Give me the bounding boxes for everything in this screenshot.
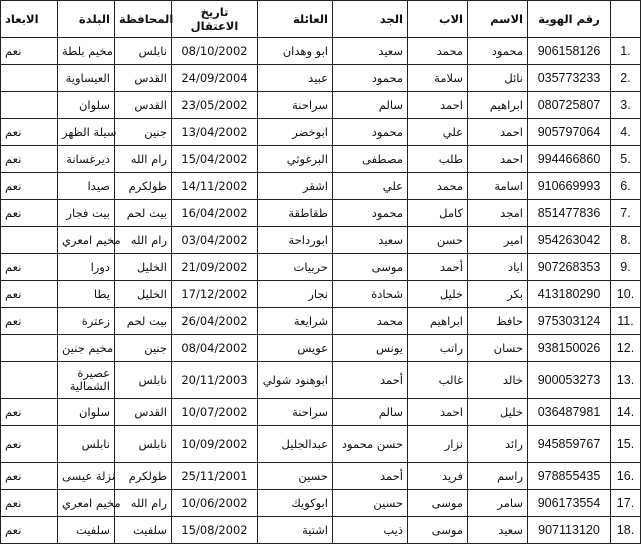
cell-grand: يونس (333, 335, 408, 362)
cell-family: ابوكويك (258, 490, 333, 517)
cell-deport: نعم (1, 463, 58, 490)
cell-name: احمد (468, 146, 528, 173)
cell-town: سلفيت (58, 517, 115, 544)
table-row (1, 362, 641, 399)
cell-deport: نعم (1, 426, 58, 463)
cell-id: 994466860 (528, 146, 611, 173)
cell-date: 10/07/2002 (172, 399, 258, 426)
cell-date: 20/11/2003 (172, 362, 258, 399)
cell-gov: بيت لحم (115, 200, 172, 227)
cell-family: سراحنة (258, 399, 333, 426)
cell-gov: رام الله (115, 490, 172, 517)
header-num (611, 1, 641, 38)
cell-id: 906158126 (528, 38, 611, 65)
cell-num: 17. (611, 490, 641, 517)
cell-deport: نعم (1, 119, 58, 146)
cell-deport: نعم (1, 173, 58, 200)
cell-grand: حسن محمود (333, 426, 408, 463)
cell-id: 080725807 (528, 92, 611, 119)
cell-name: سامر (468, 490, 528, 517)
cell-family: سراحنة (258, 92, 333, 119)
cell-date: 13/04/2002 (172, 119, 258, 146)
cell-num: 1. (611, 38, 641, 65)
cell-name: حسان (468, 335, 528, 362)
cell-name: ابراهيم (468, 92, 528, 119)
cell-father: محمد (408, 38, 468, 65)
cell-town: نزلة عيسى (58, 463, 115, 490)
cell-num: 6. (611, 173, 641, 200)
table-row (1, 254, 641, 281)
cell-grand: أحمد (333, 463, 408, 490)
cell-gov: نابلس (115, 426, 172, 463)
cell-grand: سعيد (333, 227, 408, 254)
cell-date: 17/12/2002 (172, 281, 258, 308)
table-row (1, 426, 641, 463)
cell-date: 14/11/2002 (172, 173, 258, 200)
cell-deport: نعم (1, 254, 58, 281)
cell-town: مخيم بلطة (58, 38, 115, 65)
cell-town: مخيم امعري (58, 227, 115, 254)
header-row (1, 1, 641, 38)
cell-num: 13. (611, 362, 641, 399)
cell-town: يطا (58, 281, 115, 308)
cell-name: خالد (468, 362, 528, 399)
cell-id: 945859767 (528, 426, 611, 463)
cell-family: اشقر (258, 173, 333, 200)
cell-num: 7. (611, 200, 641, 227)
cell-id: 907268353 (528, 254, 611, 281)
cell-grand: سالم (333, 399, 408, 426)
cell-family: طقاطقة (258, 200, 333, 227)
cell-date: 25/11/2001 (172, 463, 258, 490)
cell-name: نائل (468, 65, 528, 92)
cell-name: اياد (468, 254, 528, 281)
cell-grand: محمد (333, 308, 408, 335)
cell-town: نابلس (58, 426, 115, 463)
cell-family: شرايعة (258, 308, 333, 335)
cell-deport (1, 92, 58, 119)
cell-gov: طولكرم (115, 173, 172, 200)
cell-family: حسين (258, 463, 333, 490)
table-row (1, 490, 641, 517)
cell-id: 906173554 (528, 490, 611, 517)
cell-grand: علي (333, 173, 408, 200)
cell-father: محمد (408, 173, 468, 200)
cell-id: 975303124 (528, 308, 611, 335)
cell-father: ابراهيم (408, 308, 468, 335)
table-row (1, 281, 641, 308)
cell-name: خليل (468, 399, 528, 426)
cell-id: 851477836 (528, 200, 611, 227)
cell-grand: أحمد (333, 362, 408, 399)
cell-gov: نابلس (115, 362, 172, 399)
cell-id: 978855435 (528, 463, 611, 490)
header-date: تاريخ الاعتقال (172, 1, 258, 38)
cell-name: راسم (468, 463, 528, 490)
cell-gov: القدس (115, 92, 172, 119)
cell-town: مخيم امعري (58, 490, 115, 517)
cell-num: 9. (611, 254, 641, 281)
cell-father: حسن (408, 227, 468, 254)
cell-date: 15/08/2002 (172, 517, 258, 544)
cell-num: 15. (611, 426, 641, 463)
cell-id: 910669993 (528, 173, 611, 200)
cell-deport: نعم (1, 146, 58, 173)
cell-family: ابورداحة (258, 227, 333, 254)
cell-family: عبيد (258, 65, 333, 92)
cell-id: 413180290 (528, 281, 611, 308)
header-name: الاسم (468, 1, 528, 38)
header-family: العائلة (258, 1, 333, 38)
table-row (1, 65, 641, 92)
cell-family: حربيات (258, 254, 333, 281)
cell-gov: رام الله (115, 227, 172, 254)
cell-name: امجد (468, 200, 528, 227)
cell-father: احمد (408, 92, 468, 119)
cell-num: 10. (611, 281, 641, 308)
cell-gov: سلفيت (115, 517, 172, 544)
cell-deport (1, 335, 58, 362)
header-father: الاب (408, 1, 468, 38)
cell-grand: حسين (333, 490, 408, 517)
cell-family: عويس (258, 335, 333, 362)
cell-deport (1, 227, 58, 254)
cell-num: 18. (611, 517, 641, 544)
cell-father: راتب (408, 335, 468, 362)
cell-gov: القدس (115, 65, 172, 92)
cell-family: ابو وهدان (258, 38, 333, 65)
cell-grand: موسى (333, 254, 408, 281)
cell-num: 11. (611, 308, 641, 335)
cell-gov: نابلس (115, 38, 172, 65)
cell-deport (1, 65, 58, 92)
cell-gov: طولكرم (115, 463, 172, 490)
cell-gov: جنين (115, 119, 172, 146)
cell-grand: شحادة (333, 281, 408, 308)
table-row (1, 119, 641, 146)
cell-town: سلوان (58, 399, 115, 426)
table-row (1, 517, 641, 544)
table-row (1, 38, 641, 65)
cell-grand: سعيد (333, 38, 408, 65)
cell-father: أحمد (408, 254, 468, 281)
cell-grand: محمود (333, 200, 408, 227)
cell-deport: نعم (1, 490, 58, 517)
cell-date: 21/09/2002 (172, 254, 258, 281)
cell-grand: محمود (333, 65, 408, 92)
cell-num: 8. (611, 227, 641, 254)
header-grand: الجد (333, 1, 408, 38)
cell-grand: سالم (333, 92, 408, 119)
cell-name: سعيد (468, 517, 528, 544)
cell-date: 08/10/2002 (172, 38, 258, 65)
cell-family: اشتية (258, 517, 333, 544)
cell-gov: الخليل (115, 281, 172, 308)
cell-gov: القدس (115, 399, 172, 426)
cell-name: محمود (468, 38, 528, 65)
cell-father: موسى (408, 490, 468, 517)
cell-id: 035773233 (528, 65, 611, 92)
cell-deport: نعم (1, 308, 58, 335)
cell-date: 10/06/2002 (172, 490, 258, 517)
cell-gov: رام الله (115, 146, 172, 173)
cell-town: بيت فجار (58, 200, 115, 227)
cell-deport: نعم (1, 281, 58, 308)
cell-date: 16/04/2002 (172, 200, 258, 227)
cell-num: 12. (611, 335, 641, 362)
header-id: رقم الهوية (528, 1, 611, 38)
cell-date: 23/05/2002 (172, 92, 258, 119)
cell-deport: نعم (1, 200, 58, 227)
cell-num: 3. (611, 92, 641, 119)
table-row (1, 146, 641, 173)
cell-father: احمد (408, 399, 468, 426)
cell-family: نجار (258, 281, 333, 308)
cell-name: امير (468, 227, 528, 254)
cell-deport (1, 362, 58, 399)
table-row (1, 308, 641, 335)
cell-num: 16. (611, 463, 641, 490)
cell-date: 03/04/2002 (172, 227, 258, 254)
cell-num: 4. (611, 119, 641, 146)
table-row (1, 399, 641, 426)
cell-date: 08/04/2002 (172, 335, 258, 362)
cell-father: علي (408, 119, 468, 146)
cell-grand: مصطفى (333, 146, 408, 173)
cell-name: حافظ (468, 308, 528, 335)
cell-deport: نعم (1, 38, 58, 65)
cell-num: 2. (611, 65, 641, 92)
header-deport: الابعاد (1, 1, 58, 38)
table-row (1, 227, 641, 254)
cell-id: 036487981 (528, 399, 611, 426)
table-row (1, 335, 641, 362)
cell-father: طلب (408, 146, 468, 173)
cell-num: 14. (611, 399, 641, 426)
cell-family: البرغوثي (258, 146, 333, 173)
cell-num: 5. (611, 146, 641, 173)
cell-grand: ذيب (333, 517, 408, 544)
table-row (1, 200, 641, 227)
cell-father: فريد (408, 463, 468, 490)
cell-deport: نعم (1, 399, 58, 426)
cell-father: موسى (408, 517, 468, 544)
cell-gov: بيت لحم (115, 308, 172, 335)
cell-name: بكر (468, 281, 528, 308)
cell-gov: الخليل (115, 254, 172, 281)
cell-family: عبدالجليل (258, 426, 333, 463)
cell-town: العيساوية (58, 65, 115, 92)
table-row (1, 173, 641, 200)
cell-father: غالب (408, 362, 468, 399)
cell-town: سلوان (58, 92, 115, 119)
table-row (1, 92, 641, 119)
cell-father: خليل (408, 281, 468, 308)
cell-grand: محمود (333, 119, 408, 146)
cell-town: زعترة (58, 308, 115, 335)
cell-father: كامل (408, 200, 468, 227)
cell-town: سيلة الظهر (58, 119, 115, 146)
cell-name: احمد (468, 119, 528, 146)
cell-id: 938150026 (528, 335, 611, 362)
cell-id: 954263042 (528, 227, 611, 254)
header-gov: المحافظة (115, 1, 172, 38)
cell-gov: جنين (115, 335, 172, 362)
cell-date: 15/04/2002 (172, 146, 258, 173)
cell-family: ابوخضر (258, 119, 333, 146)
cell-id: 905797064 (528, 119, 611, 146)
cell-deport: نعم (1, 517, 58, 544)
cell-town: عصيرة الشمالية (58, 362, 115, 399)
header-town: البلدة (58, 1, 115, 38)
cell-name: اسامة (468, 173, 528, 200)
cell-father: سلامة (408, 65, 468, 92)
cell-id: 900053273 (528, 362, 611, 399)
cell-town: صيدا (58, 173, 115, 200)
cell-family: ابوهنود شولي (258, 362, 333, 399)
cell-father: نزار (408, 426, 468, 463)
cell-name: رائد (468, 426, 528, 463)
cell-id: 907113120 (528, 517, 611, 544)
cell-date: 26/04/2002 (172, 308, 258, 335)
cell-town: مخيم جنين (58, 335, 115, 362)
table-row (1, 463, 641, 490)
cell-date: 24/09/2004 (172, 65, 258, 92)
cell-town: ديرغسانة (58, 146, 115, 173)
cell-date: 10/09/2002 (172, 426, 258, 463)
cell-town: دورا (58, 254, 115, 281)
